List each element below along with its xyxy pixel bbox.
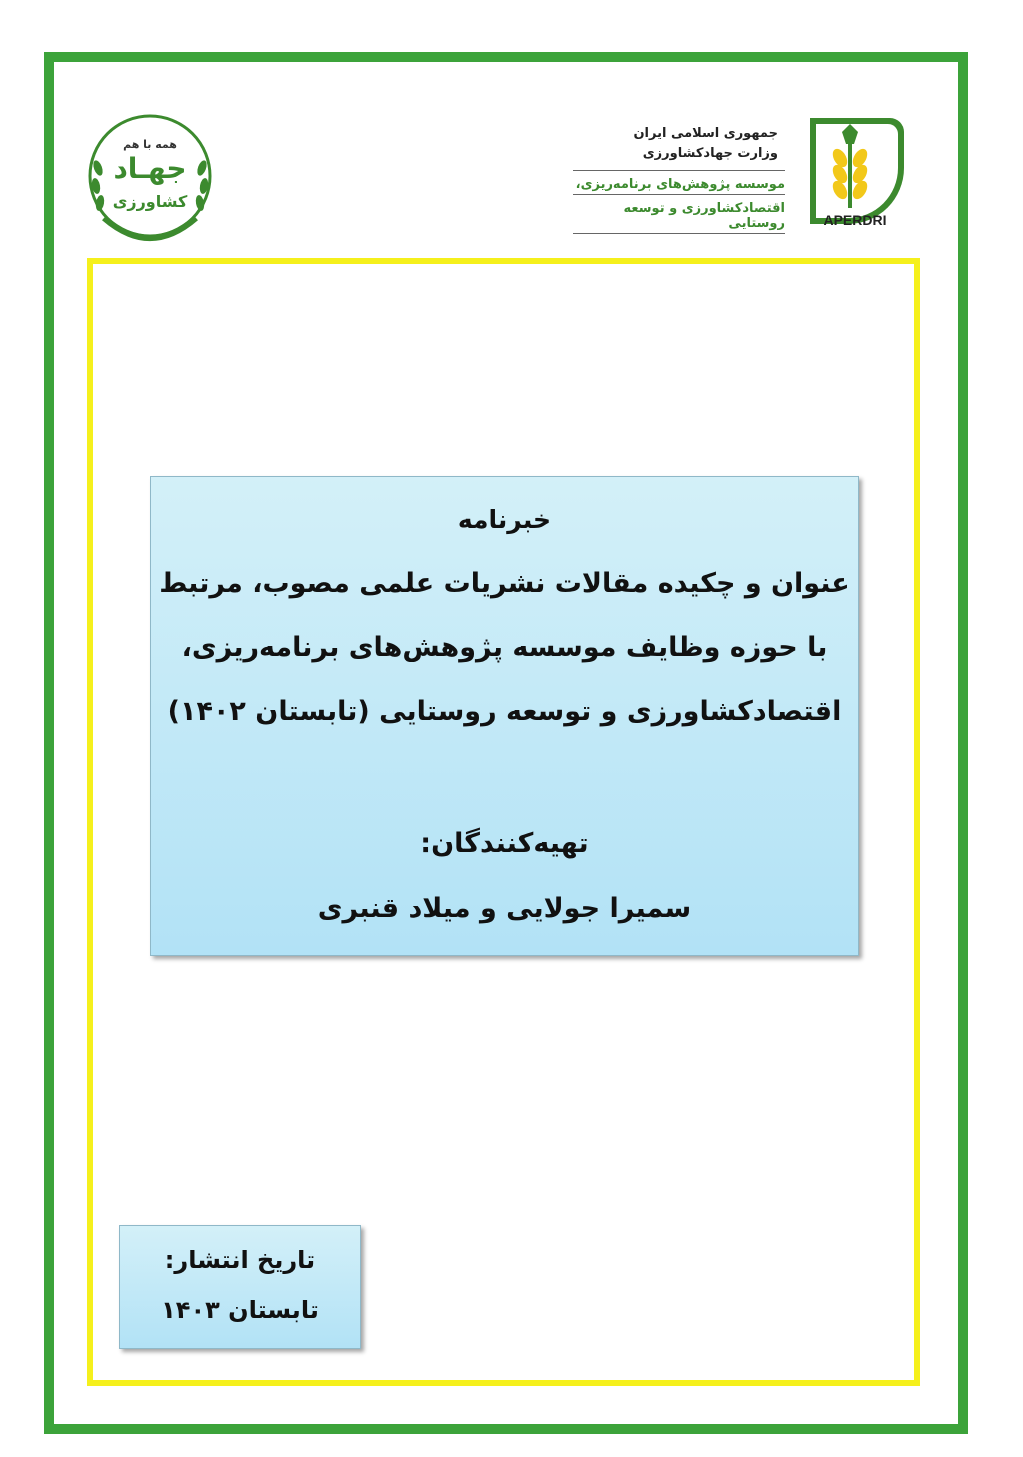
institute-line-1: موسسه پژوهش‌های برنامه‌ریزی، xyxy=(575,177,785,192)
publication-date-value: تابستان ۱۴۰۳ xyxy=(161,1296,319,1324)
jahad-logo-main-text: جهـاد xyxy=(113,152,187,185)
institute-bottom-rule xyxy=(573,233,785,238)
publication-date-label: تاریخ انتشار: xyxy=(164,1246,316,1274)
jahad-logo-sub-text: کشاورزی xyxy=(112,192,188,211)
institute-name xyxy=(573,170,785,238)
jahad-logo-text xyxy=(84,108,216,248)
jahad-logo-top-text: همه با هم xyxy=(123,138,177,151)
gov-line-2: وزارت جهادکشاورزی xyxy=(642,146,778,161)
newsletter-title: خبرنامه xyxy=(457,505,552,534)
aperdri-label: APERDRI xyxy=(823,212,887,228)
subject-line-3: اقتصادکشاورزی و توسعه روستایی (تابستان ۱۴۰۲) xyxy=(167,696,842,727)
title-box xyxy=(150,476,859,956)
gov-line-1: جمهوری اسلامی ایران xyxy=(633,126,778,141)
subject-line-1: عنوان و چکیده مقالات نشریات علمی مصوب، مرتبط xyxy=(159,568,850,599)
publication-date-box xyxy=(119,1225,361,1349)
subject-line-2: با حوزه وظایف موسسه پژوهش‌های برنامه‌ریزی، xyxy=(181,632,828,663)
ministry-header xyxy=(633,124,778,164)
preparers-label: تهیه‌کنندگان: xyxy=(420,828,589,859)
institute-line-2: اقتصادکشاورزی و توسعه روستایی xyxy=(623,201,785,231)
authors: سمیرا جولایی و میلاد قنبری xyxy=(317,893,692,924)
